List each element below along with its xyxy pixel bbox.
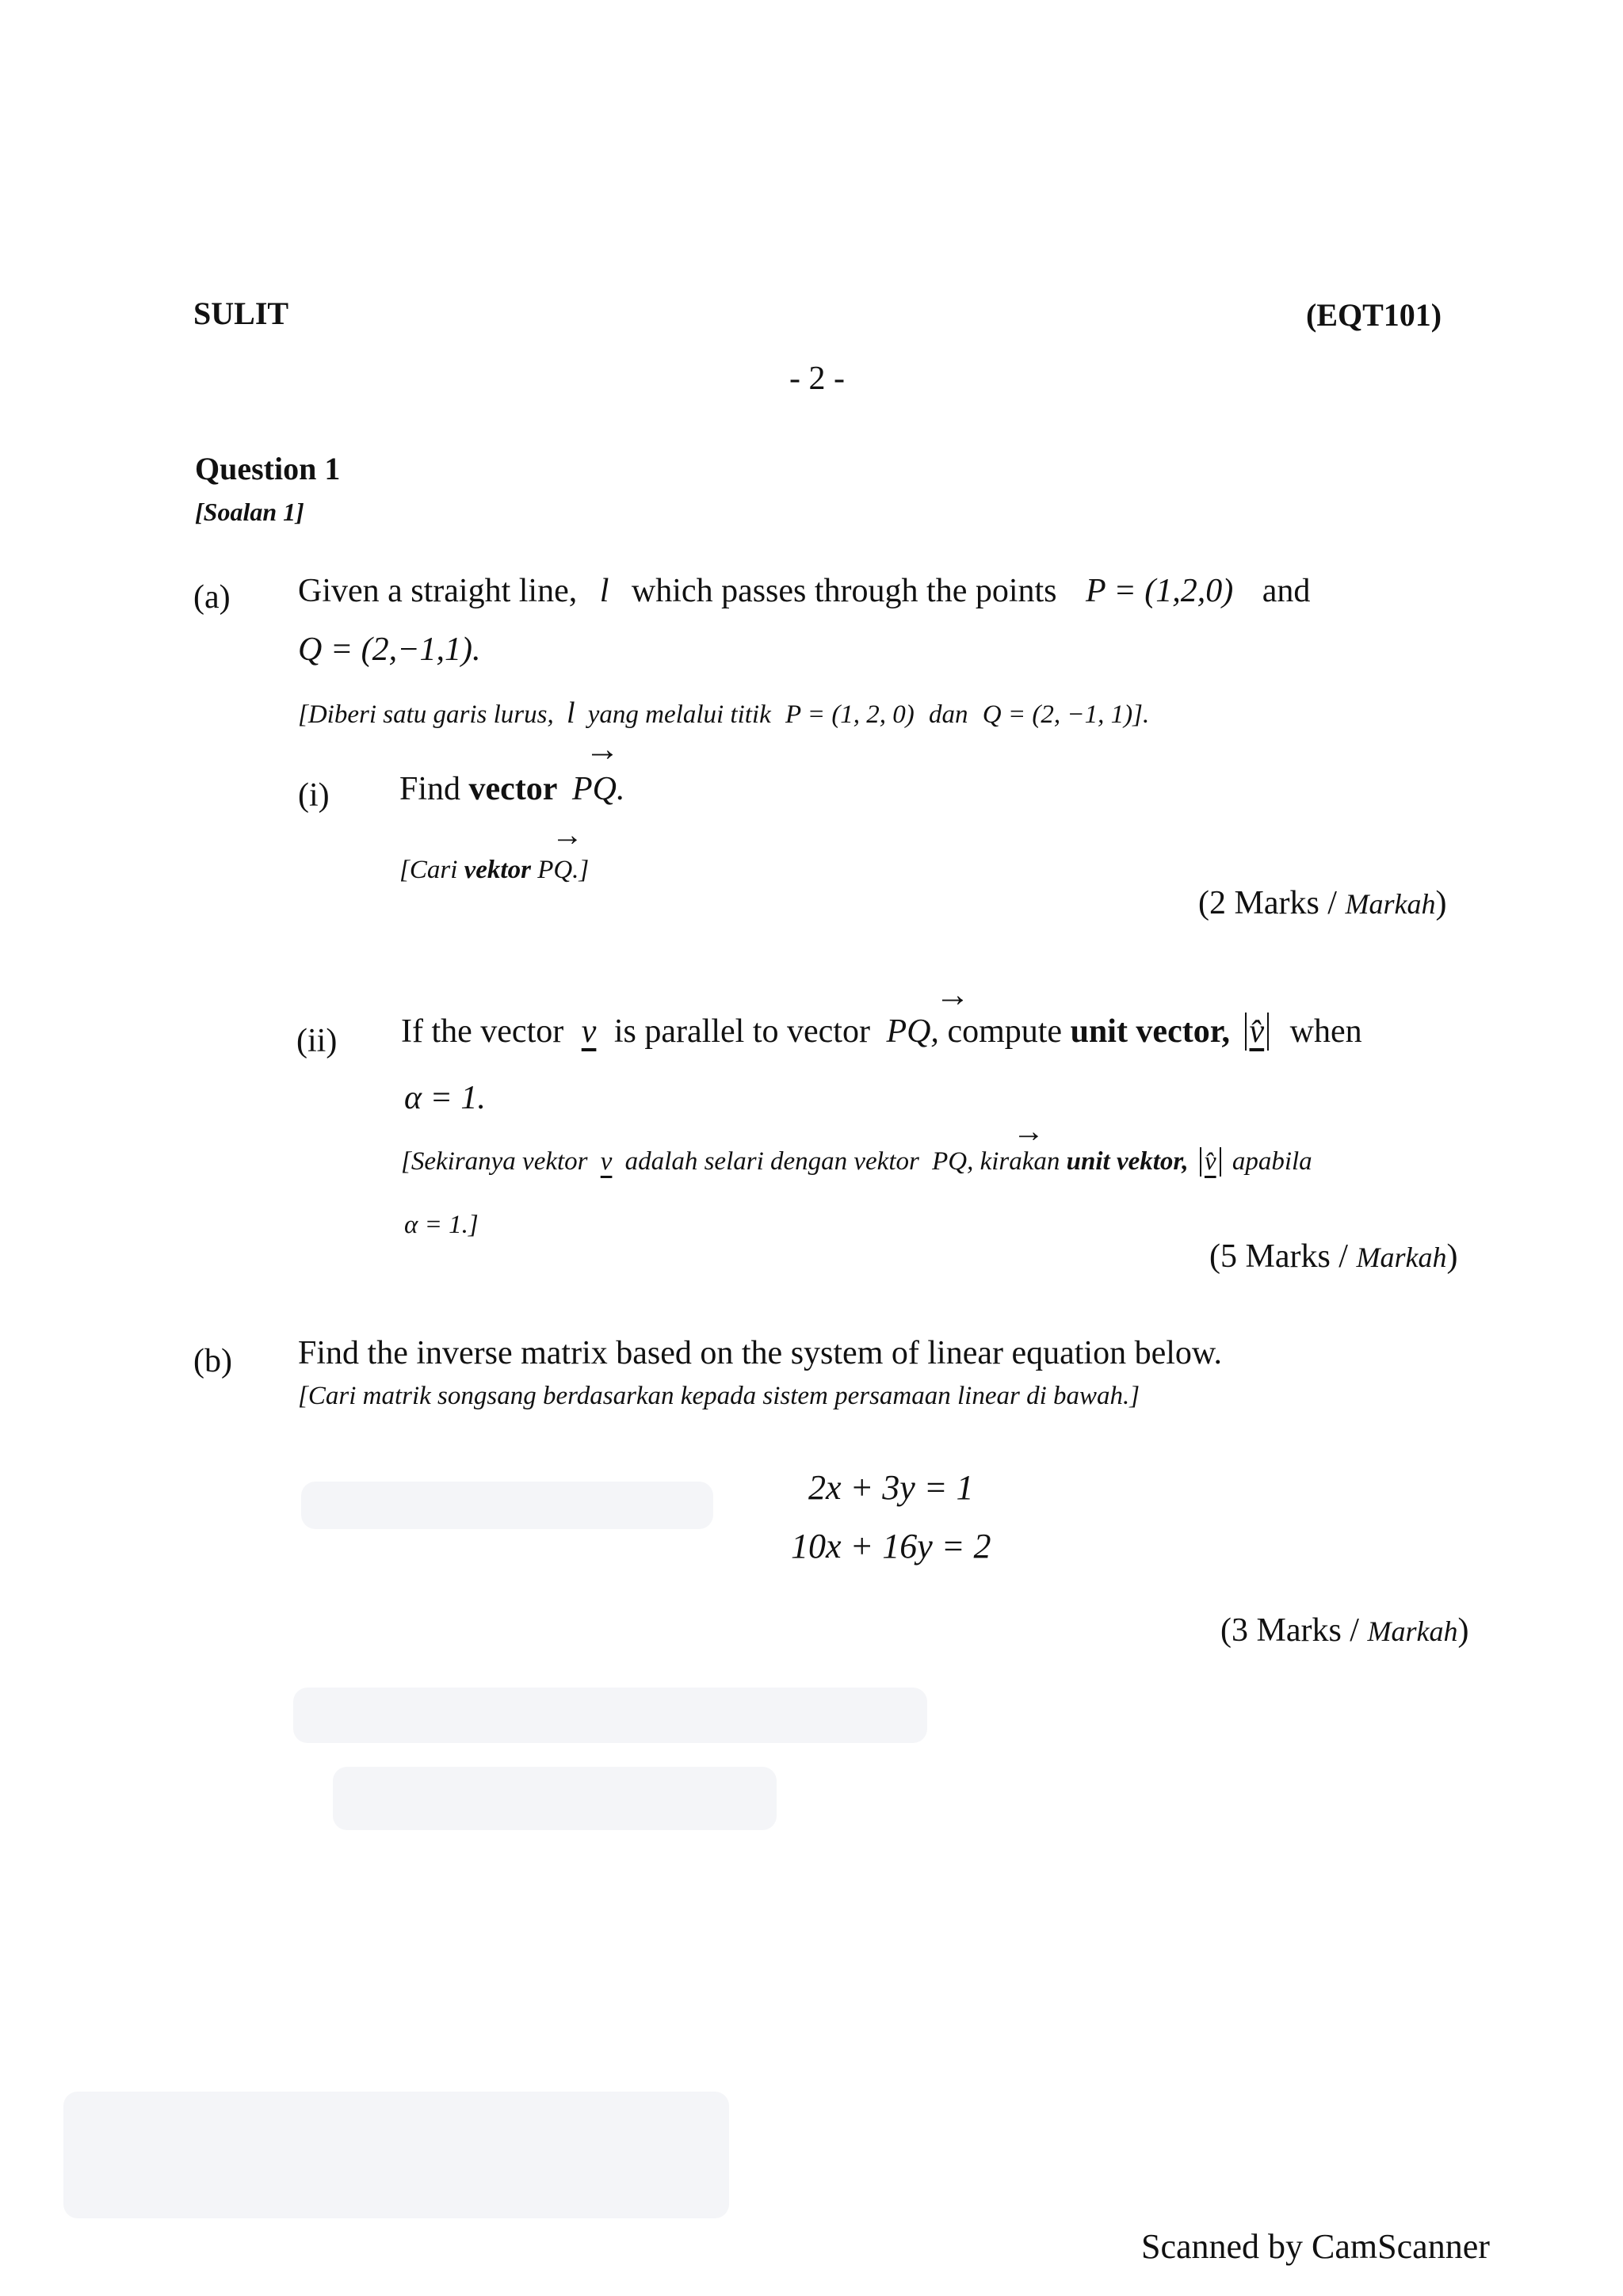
part-a-ii-label: (ii) (296, 1023, 338, 1059)
part-a-ii-PQ: PQ, (886, 1013, 939, 1050)
part-a-i-PQ: PQ. (571, 771, 625, 807)
header-course-code: (EQT101) (1306, 297, 1442, 333)
part-a-ii-compute: compute (947, 1013, 1063, 1050)
part-a-malay-Q: Q = (2, −1, 1) (982, 700, 1133, 729)
part-a-and: and (1262, 573, 1311, 609)
marks-text: (3 Marks / (1220, 1612, 1359, 1649)
marks-close: ) (1435, 885, 1447, 921)
equation-2: 10x + 16y = 2 (791, 1527, 991, 1566)
page-number: - 2 - (789, 360, 845, 397)
vector-arrow-icon: → (935, 975, 970, 1014)
bleed-through-smudge (293, 1688, 927, 1743)
header-classification: SULIT (193, 296, 289, 331)
vector-arrow-icon: → (552, 817, 583, 852)
part-a-ii-marks (1209, 1238, 1457, 1276)
vector-arrow-icon: → (585, 730, 620, 769)
part-a-line1 (298, 572, 1310, 610)
part-a-ii-malay-unit: unit vektor, (1066, 1147, 1189, 1176)
equation-1: 2x + 3y = 1 (808, 1468, 974, 1507)
unit-vector-vhat: v̂ (1245, 1013, 1270, 1051)
part-a-i-malay-PQ: PQ.] (537, 856, 590, 884)
part-a-line1-text-b: which passes through the points (631, 573, 1057, 609)
part-a-i-find: Find (399, 771, 461, 807)
part-a-malay-mid: yang melalui titik (587, 700, 771, 729)
bleed-through-smudge (63, 2092, 729, 2218)
part-a-ii-alpha: α = 1. (404, 1080, 486, 1116)
part-a-i-question (399, 770, 624, 808)
marks-text: (5 Marks / (1209, 1238, 1348, 1275)
part-a-ii-malay-PQ: PQ, (932, 1147, 974, 1176)
part-a-i-marks (1198, 884, 1446, 922)
part-a-ii-malay-v: v (600, 1147, 613, 1176)
part-a-line1-text: Given a straight line, (298, 573, 578, 609)
part-a-malay-P: P = (1, 2, 0) (785, 700, 915, 729)
part-b-marks (1220, 1611, 1468, 1650)
part-a-ii-malay-vhat: v̂ (1200, 1147, 1221, 1177)
question-title: Question 1 (195, 451, 341, 486)
vector-arrow-icon: → (1013, 1113, 1044, 1149)
bleed-through-smudge (333, 1767, 777, 1830)
part-b-malay: [Cari matrik songsang berdasarkan kepada sistem persamaan linear di bawah.] (298, 1382, 1140, 1410)
part-a-ii-when: when (1289, 1013, 1362, 1050)
part-a-ii-malay-2: adalah selari dengan vektor (624, 1147, 919, 1176)
part-b-label: (b) (193, 1343, 232, 1379)
part-a-malay-dan: dan (929, 700, 968, 729)
part-a-malay (298, 696, 1149, 730)
marks-close: ) (1457, 1612, 1469, 1649)
vector-v: v (581, 1013, 597, 1050)
part-a-i-malay-prefix: [Cari (399, 856, 458, 884)
part-a-malay-l: l (566, 696, 575, 730)
part-a-ii-malay (401, 1147, 1312, 1177)
part-b-text: Find the inverse matrix based on the system of linear equation below. (298, 1335, 1222, 1371)
part-a-label: (a) (193, 579, 231, 616)
part-a-i-malay (399, 856, 589, 885)
part-a-i-vector-word: vector (468, 771, 558, 807)
part-a-ii-malay-1: [Sekiranya vektor (401, 1147, 588, 1176)
part-a-ii-malay-4: apabila (1232, 1147, 1312, 1176)
part-a-ii-text1: If the vector (401, 1013, 564, 1050)
part-a-i-malay-vektor: vektor (464, 856, 531, 884)
part-a-ii-unit-vector: unit vector, (1070, 1013, 1230, 1050)
marks-malay: Markah (1356, 1241, 1447, 1273)
part-a-ii-malay-alpha: α = 1.] (404, 1211, 479, 1239)
bleed-through-smudge (301, 1482, 713, 1529)
point-P: P = (1,2,0) (1086, 573, 1234, 609)
marks-malay: Markah (1345, 888, 1436, 920)
part-a-malay-end: ]. (1132, 700, 1150, 729)
marks-text: (2 Marks / (1198, 885, 1337, 921)
marks-close: ) (1446, 1238, 1458, 1275)
scanner-watermark: Scanned by CamScanner (1141, 2227, 1490, 2266)
part-a-malay-prefix: [Diberi satu garis lurus, (298, 700, 554, 729)
marks-malay: Markah (1367, 1615, 1458, 1647)
part-a-ii-question (401, 1013, 1362, 1051)
question-title-malay: [Soalan 1] (195, 498, 304, 526)
part-a-ii-text2: is parallel to vector (613, 1013, 870, 1050)
line-l-symbol: l (599, 573, 609, 609)
point-Q: Q = (2,−1,1). (298, 631, 481, 668)
part-a-ii-malay-3: kirakan (980, 1147, 1060, 1176)
part-a-i-label: (i) (298, 777, 330, 814)
